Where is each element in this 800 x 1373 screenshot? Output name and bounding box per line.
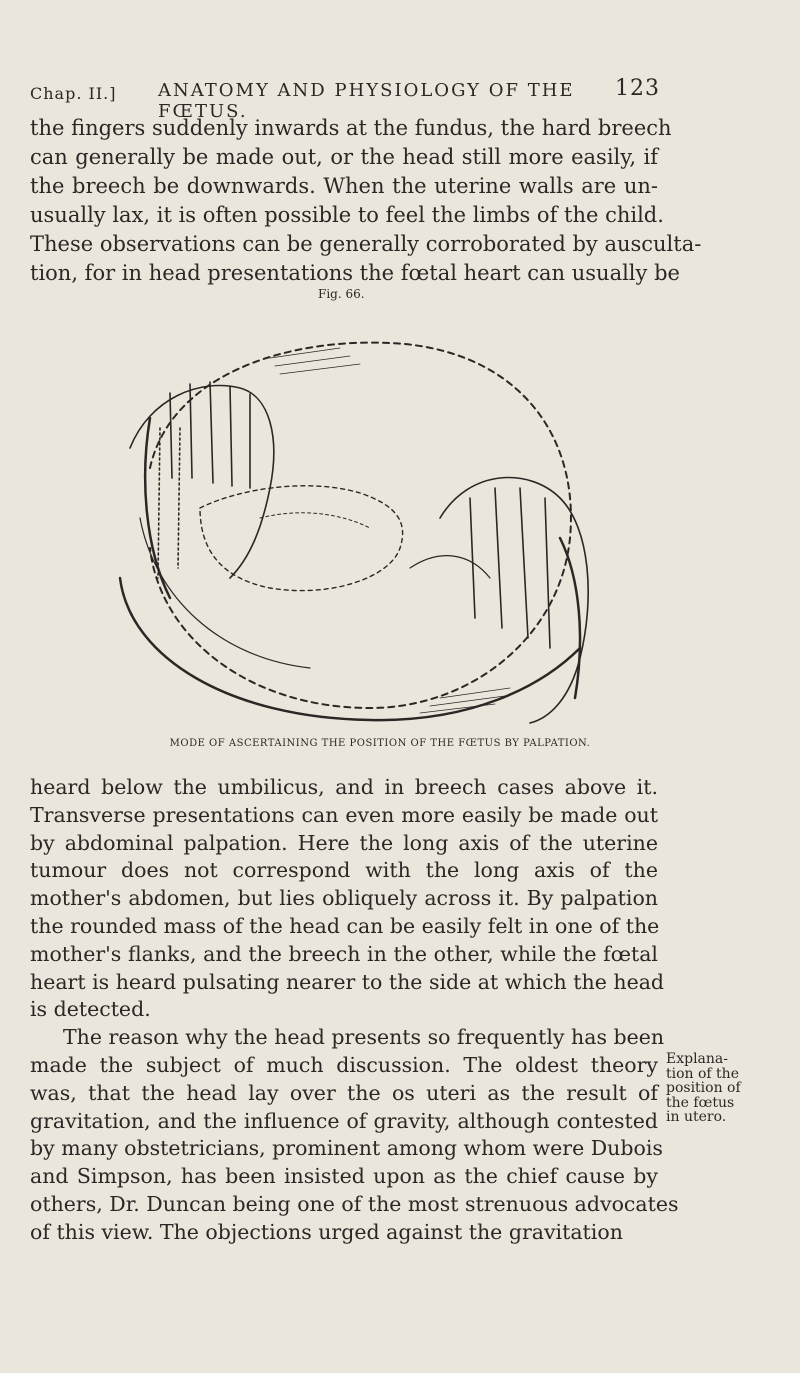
running-title: ANATOMY AND PHYSIOLOGY OF THE FŒTUS. [158,80,575,122]
text-line: Transverse presentations can even more easily be made out [30,802,658,827]
abdomen-contour [120,578,580,720]
foetus-outline [200,486,403,591]
margin-note-line: position of [666,1080,741,1096]
text-line: tion, for in head presentations the fœtal heart can usually be [30,261,680,285]
margin-note-line: in utero. [666,1109,727,1125]
text-line: of this view. The objections urged against the gravitation [30,1219,623,1244]
text-line: heart is heard pulsating nearer to the side at which the head [30,969,665,994]
palpation-illustration [110,318,620,728]
margin-note-line: Explana- [666,1051,728,1067]
page-number: 123 [615,76,660,101]
running-header [30,76,670,122]
text-line: mother's flanks, and the breech in the other, while the fœtal [30,941,658,966]
text-line: and Simpson, has been insisted upon as the chief cause by [30,1164,658,1189]
text-line: others, Dr. Duncan being one of the most strenuous advocates [30,1191,679,1216]
text-line: made the subject of much discussion. The oldest theory [30,1052,658,1077]
right-hand [410,478,588,723]
text-line: was, that the head lay over the os uteri as the result of [30,1080,658,1105]
figure-caption: MODE OF ASCERTAINING THE POSITION OF THE FŒTUS BY PALPATION. [169,738,591,749]
chapter-label: Chap. II.] [30,84,117,103]
text-line: These observations can be generally corroborated by ausculta- [30,232,702,256]
uterus-outline [150,343,571,708]
text-line: can generally be made out, or the head still more easily, if [30,145,658,169]
text-line: tumour does not correspond with the long axis of the [30,858,658,883]
margin-note [666,1052,796,1125]
text-line: the rounded mass of the head can be easily felt in one of the [30,913,660,938]
text-line: The reason why the head presents so frequently has been [63,1025,665,1050]
figure-label: Fig. 66. [318,287,365,301]
text-line: the breech be downwards. When the uterine walls are un- [30,174,658,198]
margin-note-line: the fœtus [666,1094,735,1111]
text-line: by abdominal palpation. Here the long axis of the uterine [30,830,658,855]
text-line: the fingers suddenly inwards at the fundus, the hard breech [30,116,672,140]
text-line: gravitation, and the influence of gravity, although contested [30,1108,658,1133]
top-paragraph [30,114,702,288]
margin-note-line: tion of the [666,1065,739,1082]
left-hand [130,382,274,598]
body-text [30,774,679,1247]
text-line: is detected. [30,997,151,1022]
text-line: usually lax, it is often possible to feel the limbs of the child. [30,203,664,227]
text-line: by many obstetricians, prominent among whom were Dubois [30,1136,663,1161]
text-line: heard below the umbilicus, and in breech cases above it. [30,775,658,799]
text-line: mother's abdomen, but lies obliquely across it. By palpation [30,886,658,911]
